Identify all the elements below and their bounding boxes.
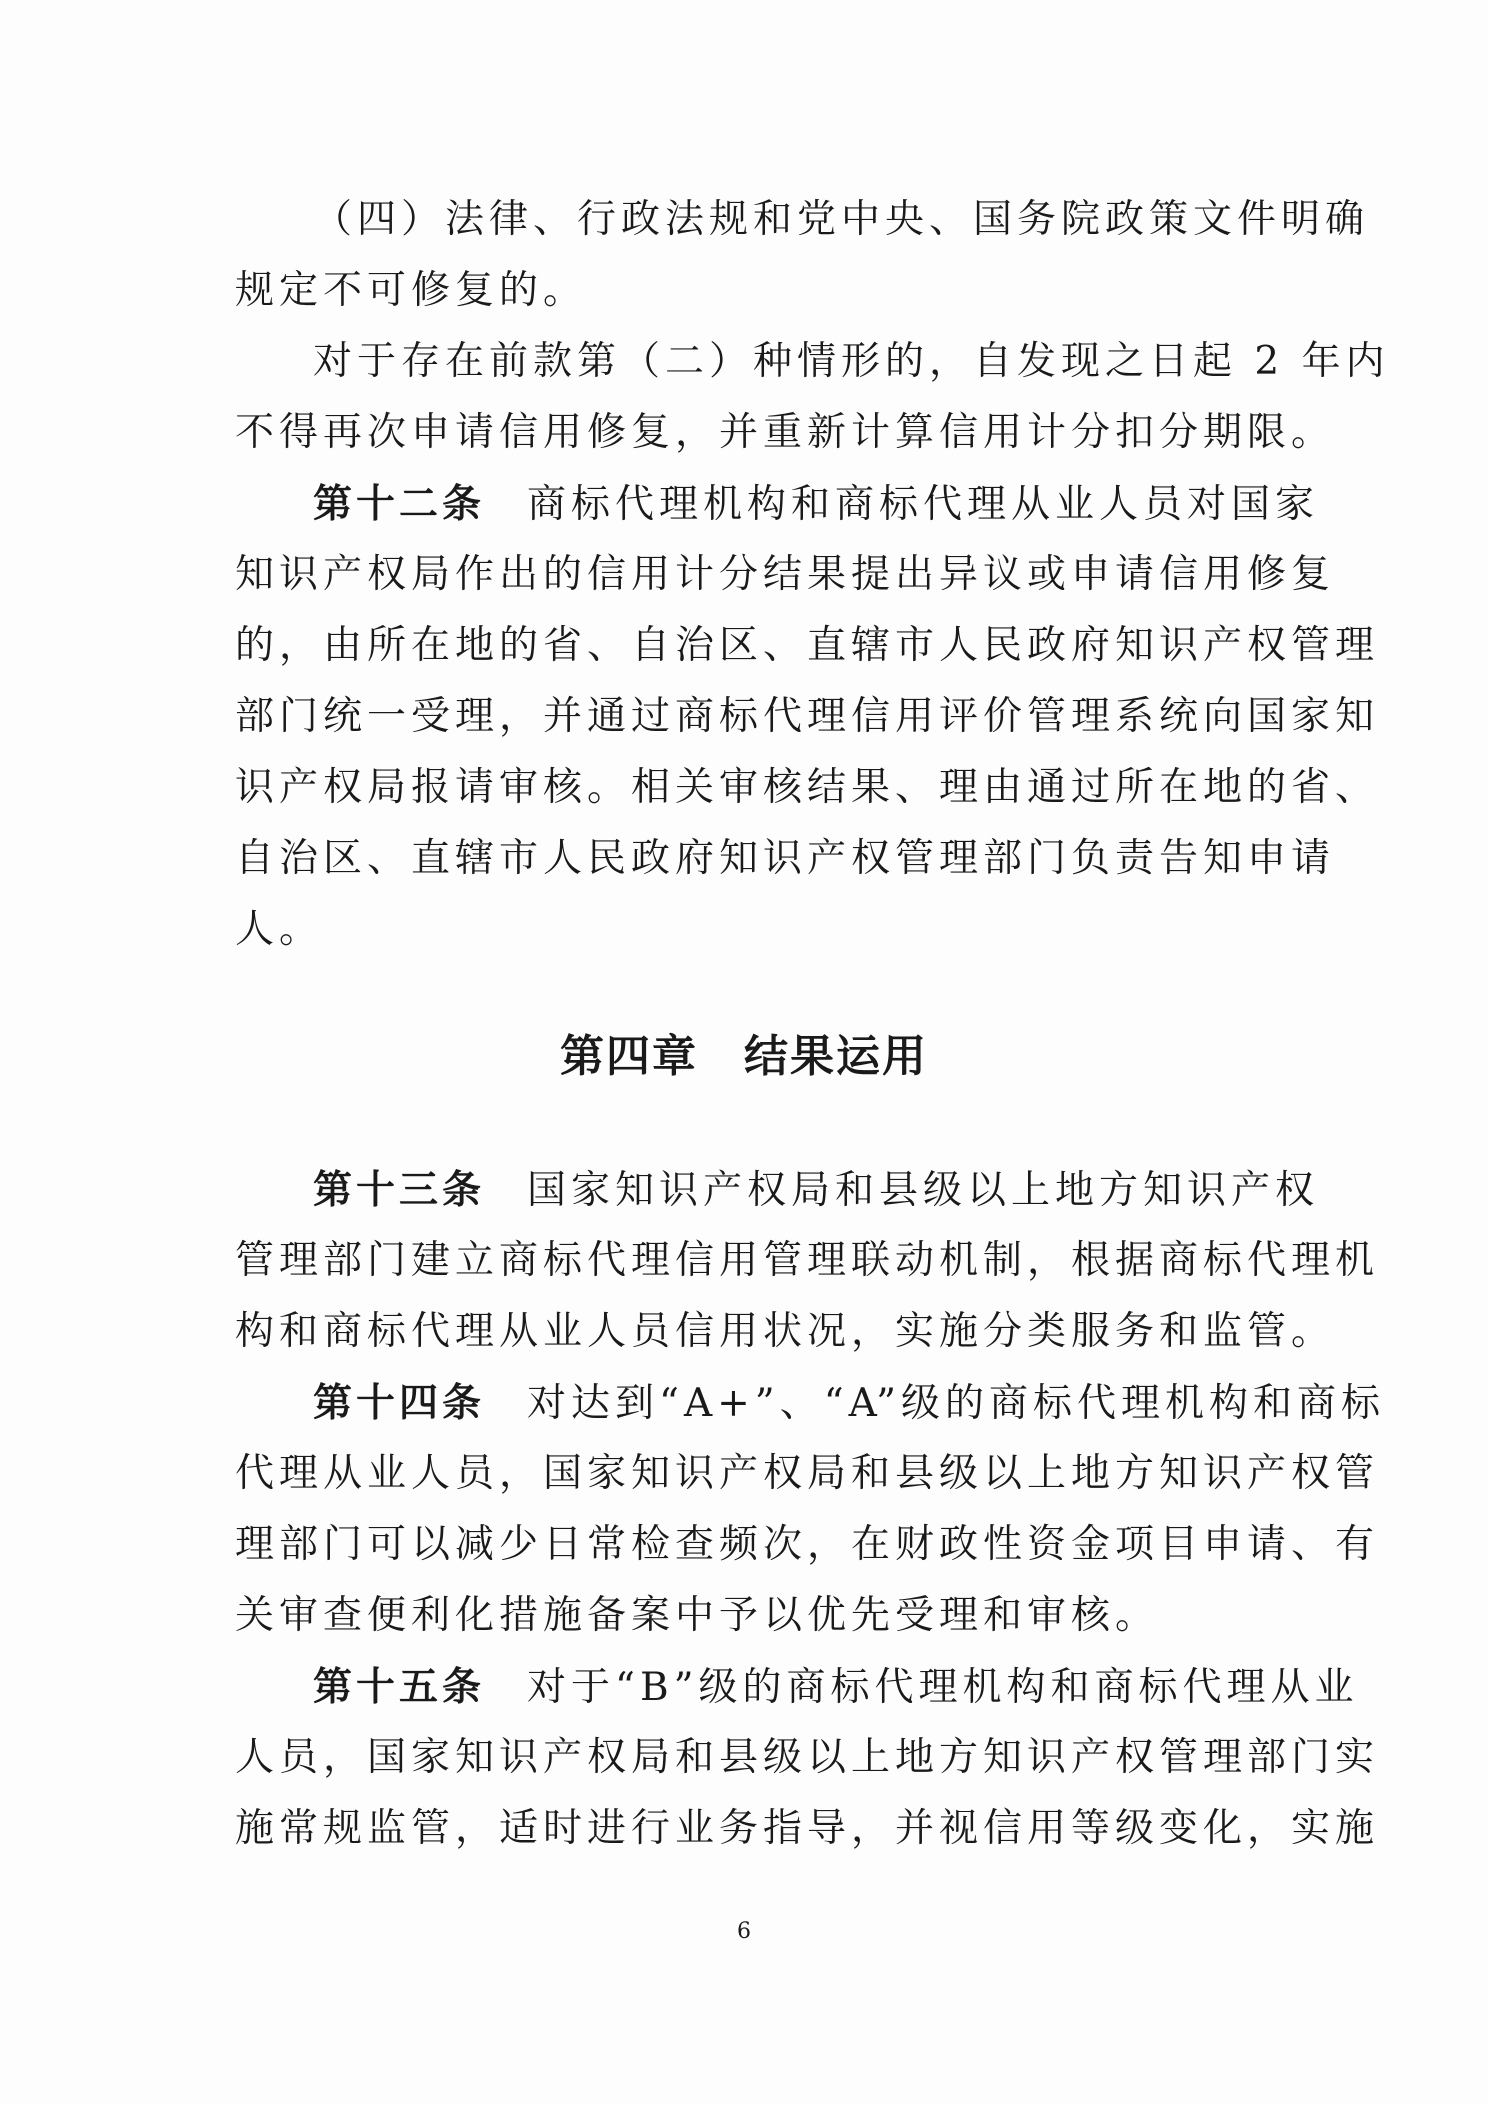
paragraph-line xyxy=(235,824,1336,894)
paragraph-line xyxy=(235,611,1380,681)
line-text: 商标代理机构和商标代理从业人员对国家 xyxy=(527,482,1320,527)
article-heading: 第十二条 xyxy=(313,481,486,527)
line-text: 对达到“A+”、“A”级的商标代理机构和商标 xyxy=(527,1381,1386,1426)
paragraph-line xyxy=(235,256,1265,326)
article-14-first-line xyxy=(313,1368,1386,1438)
line-text: 理部门可以减少日常检查频次，在财政性资金项目申请、有 xyxy=(235,1522,1380,1567)
paragraph-line xyxy=(235,540,1336,610)
paragraph-line xyxy=(235,682,1380,752)
line-text: 不得再次申请信用修复，并重新计算信用计分扣分期限。 xyxy=(235,410,1336,455)
line-text: 自治区、直辖市人民政府知识产权管理部门负责告知申请 xyxy=(235,836,1336,881)
paragraph-line xyxy=(235,1297,1336,1367)
article-heading: 第十四条 xyxy=(313,1380,486,1426)
line-text: 代理从业人员，国家知识产权局和县级以上地方知识产权管 xyxy=(235,1451,1380,1496)
paragraph-line xyxy=(235,1794,1380,1864)
paragraph-line xyxy=(235,1723,1380,1793)
line-text: 施常规监管，适时进行业务指导，并视信用等级变化，实施 xyxy=(235,1806,1380,1851)
line-text: 管理部门建立商标代理信用管理联动机制，根据商标代理机 xyxy=(235,1238,1380,1283)
line-text: 国家知识产权局和县级以上地方知识产权 xyxy=(527,1168,1320,1213)
paragraph-line xyxy=(235,1510,1380,1580)
article-heading: 第十五条 xyxy=(313,1664,486,1710)
line-text: 部门统一受理，并通过商标代理信用评价管理系统向国家知 xyxy=(235,694,1380,739)
line-text: 关审查便利化措施备案中予以优先受理和审核。 xyxy=(235,1593,1160,1638)
line-text: 规定不可修复的。 xyxy=(235,268,588,313)
paragraph-line xyxy=(235,753,1380,823)
line-text: 人员，国家知识产权局和县级以上地方知识产权管理部门实 xyxy=(235,1735,1380,1780)
line-text: 的，由所在地的省、自治区、直辖市人民政府知识产权管理 xyxy=(235,623,1380,668)
line-text: 对于“B”级的商标代理机构和商标代理从业 xyxy=(527,1665,1359,1710)
paragraph-line xyxy=(235,1226,1380,1296)
article-15-first-line xyxy=(313,1652,1359,1722)
article-12-first-line xyxy=(313,469,1320,539)
paragraph-line xyxy=(235,1581,1265,1651)
chapter-title: 第四章 结果运用 xyxy=(560,1031,928,1082)
paragraph-line xyxy=(313,185,1370,255)
paragraph-line xyxy=(235,1439,1380,1509)
line-text: 对于存在前款第（二）种情形的，自发现之日起 2 年内 xyxy=(313,339,1390,384)
line-text: 人。 xyxy=(235,907,324,952)
paragraph-line xyxy=(235,895,1265,965)
article-heading: 第十三条 xyxy=(313,1167,486,1213)
line-text: 知识产权局作出的信用计分结果提出异议或申请信用修复 xyxy=(235,552,1336,597)
article-13-first-line xyxy=(313,1155,1320,1225)
paragraph-line xyxy=(235,398,1336,468)
line-text: （四）法律、行政法规和党中央、国务院政策文件明确 xyxy=(313,197,1370,242)
line-text: 识产权局报请审核。相关审核结果、理由通过所在地的省、 xyxy=(235,765,1380,810)
paragraph-line xyxy=(313,327,1390,397)
line-text: 构和商标代理从业人员信用状况，实施分类服务和监管。 xyxy=(235,1309,1336,1354)
page-number: 6 xyxy=(737,1919,751,1944)
